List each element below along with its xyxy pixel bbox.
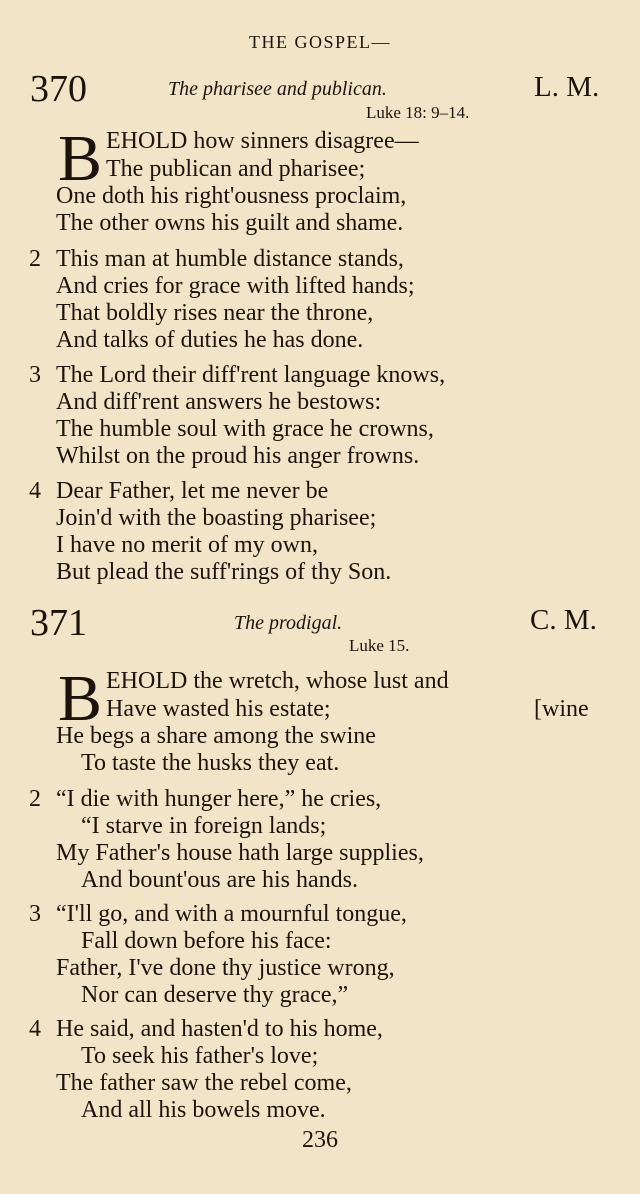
verse-line: And talks of duties he has done. (56, 327, 364, 353)
verse-line: Whilst on the proud his anger frowns. (56, 443, 420, 469)
verse-line: Have wasted his estate; (106, 696, 331, 722)
scripture-reference: Luke 15. (349, 636, 410, 655)
stanza-number: 2 (29, 786, 41, 812)
verse-line: The publican and pharisee; (106, 156, 366, 182)
verse-line: “I'll go, and with a mournful tongue, (56, 901, 407, 927)
drop-cap: B (58, 122, 103, 195)
stanza-number: 4 (29, 1016, 41, 1042)
verse-line: The other owns his guilt and shame. (56, 210, 404, 236)
stanza-number: 3 (29, 362, 41, 388)
drop-cap: B (58, 662, 103, 735)
verse-line: The father saw the rebel come, (56, 1070, 352, 1096)
verse-line: Nor can deserve thy grace,” (81, 982, 349, 1008)
stanza-number: 3 (29, 901, 41, 927)
verse-line: To taste the husks they eat. (81, 750, 340, 776)
verse-line: To seek his father's love; (81, 1043, 319, 1069)
hymn-number: 370 (30, 68, 87, 110)
verse-line: The Lord their diff'rent language knows, (56, 362, 446, 388)
verse-line: Fall down before his face: (81, 928, 332, 954)
hymn-number: 371 (30, 602, 87, 644)
verse-line: He begs a share among the swine (56, 723, 376, 749)
verse-line: “I starve in foreign lands; (81, 813, 327, 839)
page-number: 236 (302, 1127, 338, 1153)
turnover-word: [wine (534, 696, 589, 722)
running-head: THE GOSPEL— (249, 32, 391, 52)
verse-line: This man at humble distance stands, (56, 246, 404, 272)
stanza-number: 2 (29, 246, 41, 272)
verse-line: And bount'ous are his hands. (81, 867, 358, 893)
scripture-reference: Luke 18: 9–14. (366, 103, 470, 122)
verse-line: But plead the suff'rings of thy Son. (56, 559, 392, 585)
verse-line: The humble soul with grace he crowns, (56, 416, 434, 442)
verse-line: And cries for grace with lifted hands; (56, 273, 415, 299)
verse-line: EHOLD the wretch, whose lust and (106, 668, 449, 694)
hymn-title: The prodigal. (234, 612, 343, 634)
hymn-title: The pharisee and publican. (168, 78, 387, 100)
verse-line: That boldly rises near the throne, (56, 300, 374, 326)
stanza-number: 4 (29, 478, 41, 504)
verse-line: I have no merit of my own, (56, 532, 318, 558)
verse-line: Join'd with the boasting pharisee; (56, 505, 377, 531)
verse-line: He said, and hasten'd to his home, (56, 1016, 383, 1042)
verse-line: And diff'rent answers he bestows: (56, 389, 382, 415)
hymn-meter: L. M. (534, 71, 600, 103)
verse-line: EHOLD how sinners disagree— (106, 128, 419, 154)
verse-line: Father, I've done thy justice wrong, (56, 955, 395, 981)
verse-line: “I die with hunger here,” he cries, (56, 786, 382, 812)
verse-line: Dear Father, let me never be (56, 478, 329, 504)
verse-line: My Father's house hath large supplies, (56, 840, 424, 866)
verse-line: One doth his right'ousness proclaim, (56, 183, 407, 209)
verse-line: And all his bowels move. (81, 1097, 326, 1123)
hymn-meter: C. M. (530, 604, 597, 636)
